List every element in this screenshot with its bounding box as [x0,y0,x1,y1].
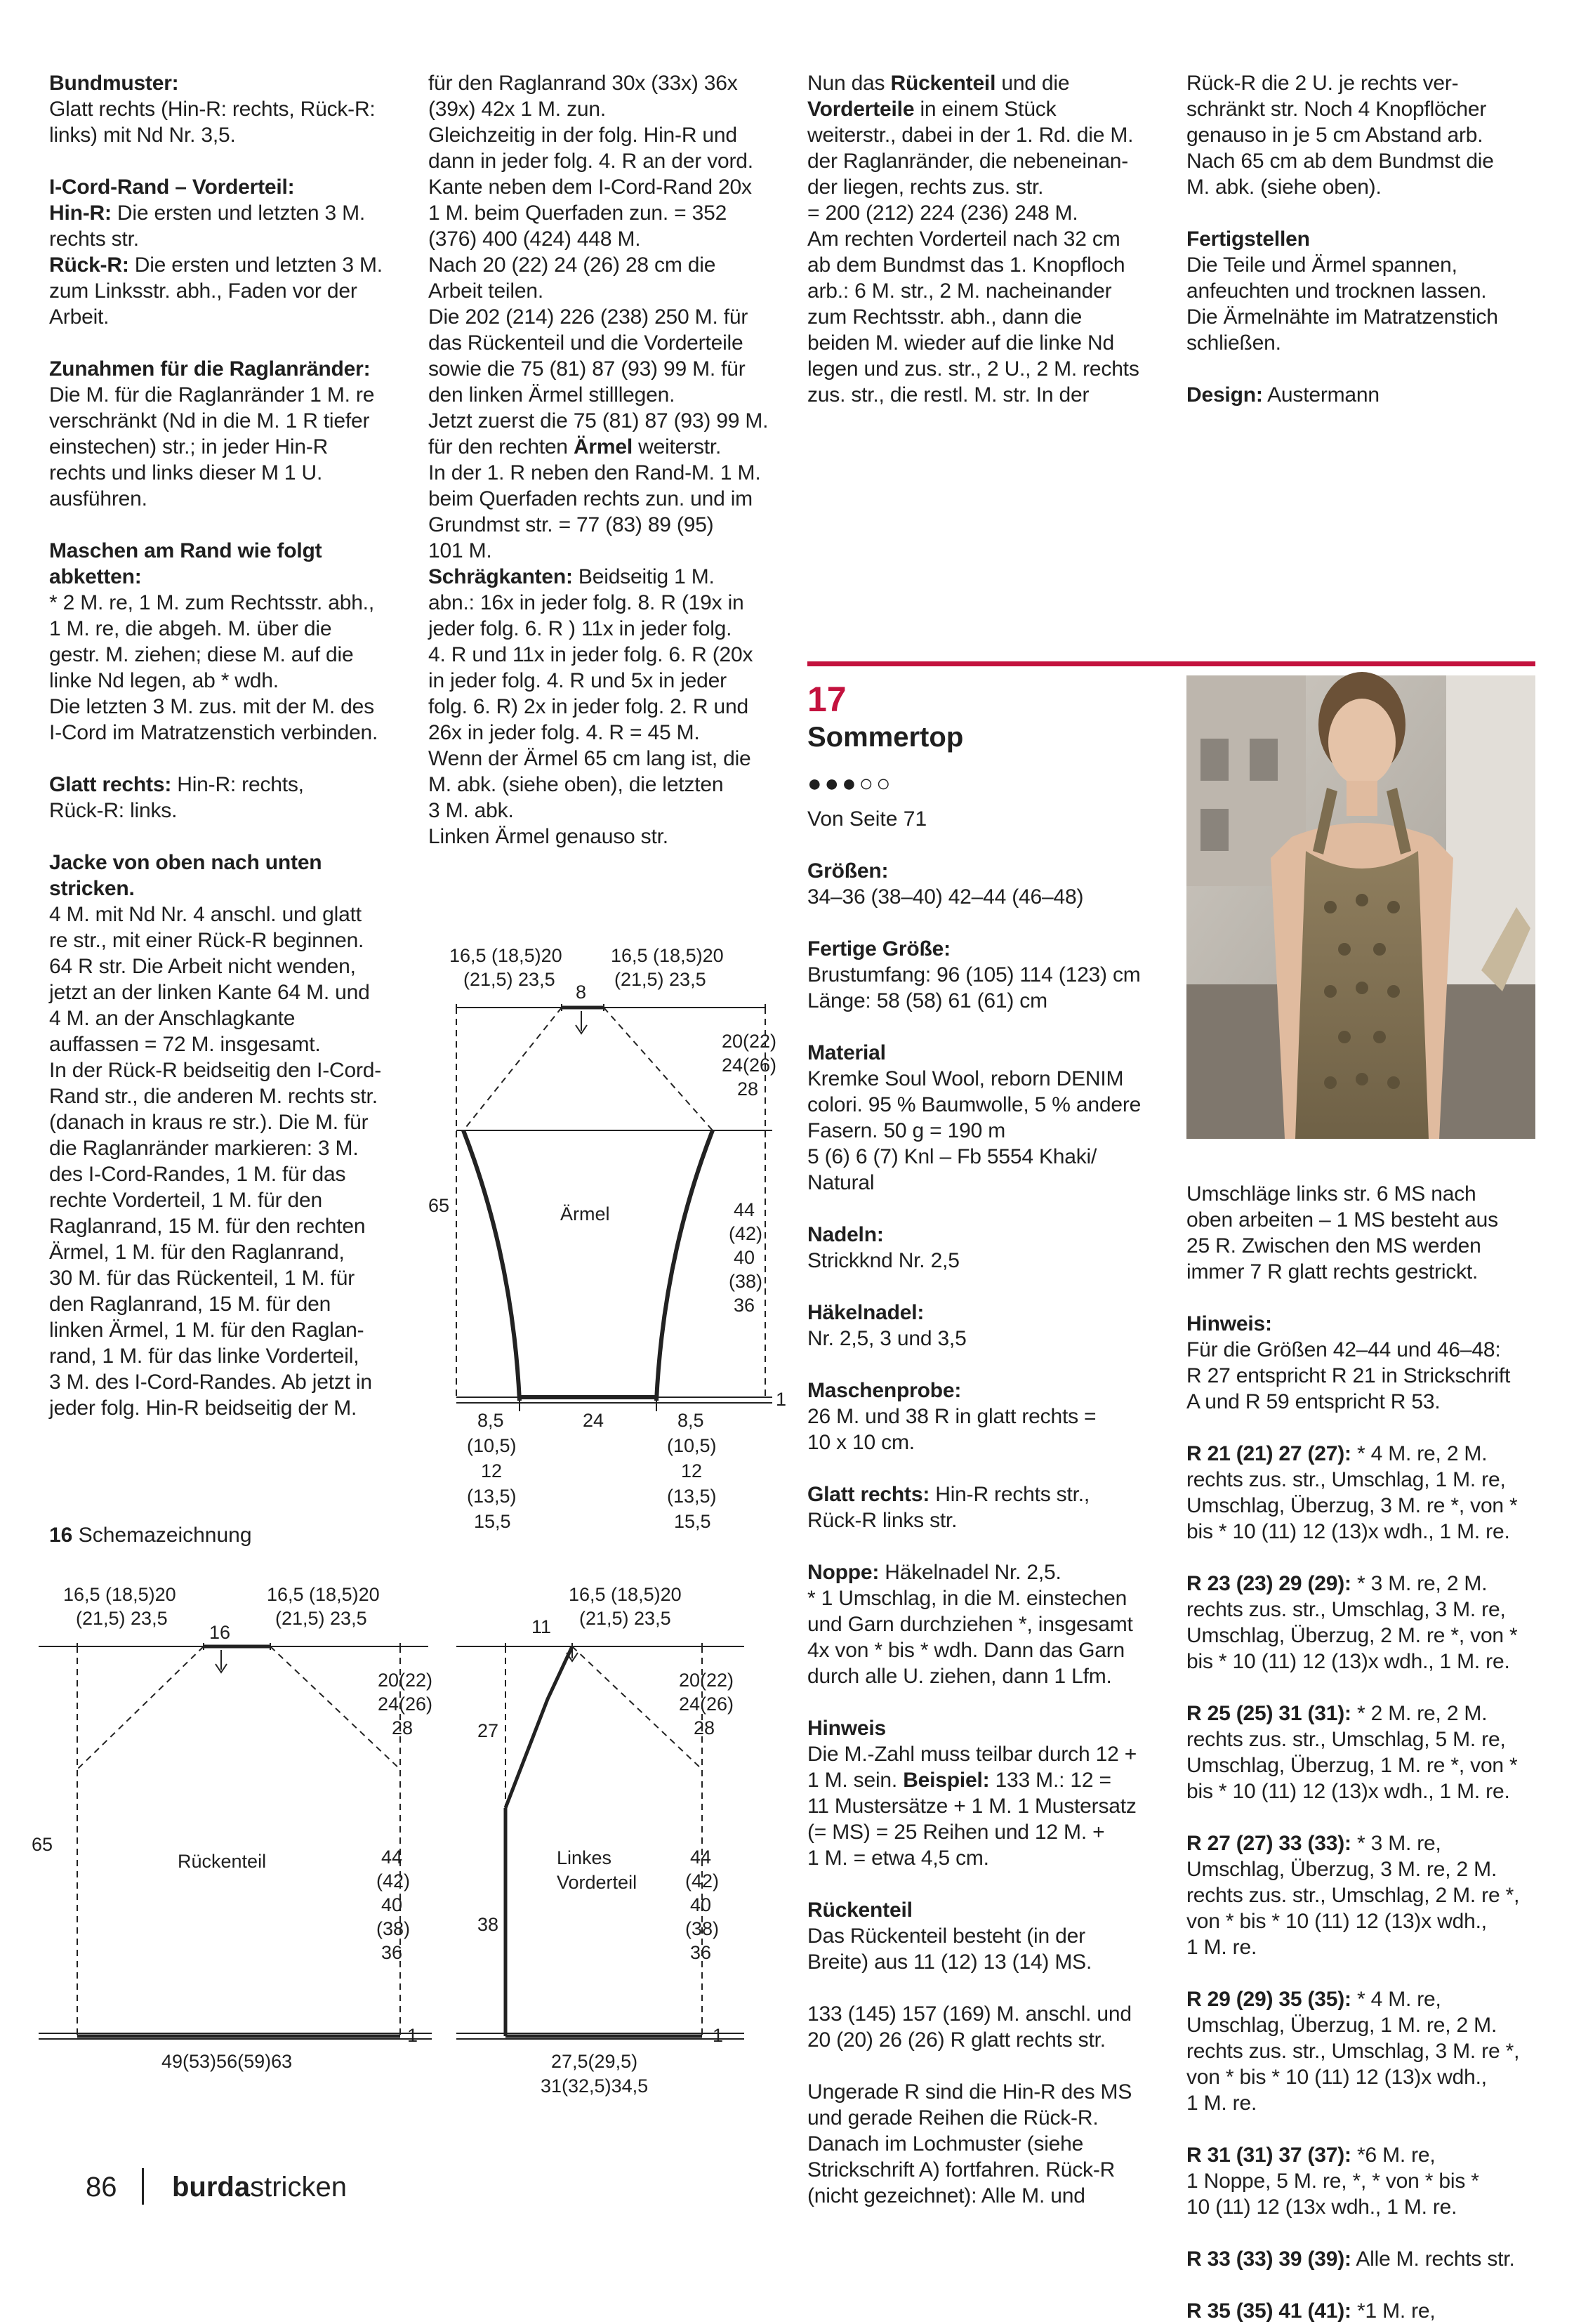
label-fertige-groesse: Fertige Größe: [807,937,951,960]
heading-fertigstellen: Fertigstellen [1186,227,1310,251]
pattern17-column-left [807,858,1158,2235]
back-dim-top-right-1: 16,5 (18,5)20 [267,1584,380,1605]
text-bundmuster: Glatt rechts (Hin-R: rechts, Rück-R: links) mit Nd Nr. 3,5. [49,98,376,147]
text-design: Austermann [1262,383,1380,407]
pattern17-column-right [1186,1181,1552,2324]
schema-text: Schemazeichnung [72,1524,252,1547]
front-dim-edge-1: 1 [713,2025,724,2046]
label-r31: R 31 (31) 37 (37): [1186,2144,1351,2167]
heading-abketten: Maschen am Rand wie folgt abketten: [49,539,322,588]
front-left-diagram [449,1580,751,2099]
piece-label-rueckenteil: Rückenteil [178,1851,267,1872]
text-column-3 [807,70,1158,434]
piece-label-vorderteil: Vorderteil [557,1872,637,1893]
label-material: Material [807,1041,886,1064]
heading-icord: I-Cord-Rand – Vorderteil: [49,176,295,199]
schema-caption [49,1524,252,1547]
label-hin-r: Hin-R: [49,202,112,225]
back-dim-top-left-2: (21,5) 23,5 [76,1608,168,1629]
text-umschlaege: Umschläge links str. 6 MS nach oben arbeiten – 1 MS besteht aus 25 R. Zwischen den MS werden immer 7 R glatt rechts gestrickt. [1186,1182,1498,1283]
front-dim-right-3: 28 [694,1717,715,1738]
dim-side-3: 40 [734,1247,755,1268]
label-groessen: Größen: [807,859,889,883]
label-r29: R 29 (29) 35 (35): [1186,1988,1351,2011]
heading-hinweis: Hinweis [807,1717,886,1740]
text-column-4 [1186,70,1552,434]
text-maschenprobe: 26 M. und 38 R in glatt rechts = 10 x 10 cm. [807,1405,1097,1454]
footer-divider [142,2168,144,2205]
text-jacke: 4 M. mit Nd Nr. 4 anschl. und glatt re str., mit einer Rück-R beginnen. 64 R str. Die Arbeit nicht wenden, jetzt an der linken Kante 64 M. und 4 M. an der Anschlagkante auffassen = 72 M. insgesamt. In der Rück-R beidseitig den I-Cord- Rand str., die anderen M. rechts str. (danach in kraus re str.). Die M. für die Raglanränder markieren: 3 M. des I-Cord-Randes, 1 M. für das rechte Vorderteil, 1 M. für den Raglanrand, 15 M. für den rechten Ärmel, 1 M. für den Raglanrand, 30 M. für das Rückenteil, 1 M. für den Raglanrand, 15 M. für den linken Ärmel, 1 M. für den Raglan- rand, 1 M. für das linke Vorderteil, 3 M. des I-Cord-Randes. Ab jetzt in jeder folg. Hin-R beidseitig der M. [49,903,382,1420]
dim-edge-1: 1 [776,1389,787,1410]
section-rule [807,661,1535,666]
back-dim-right-2: 24(26) [378,1694,433,1715]
text-hinweis-groessen: Für die Größen 42–44 und 46–48: R 27 entspricht R 21 in Strickschrift A und R 59 entspricht R 53. [1186,1338,1511,1413]
dim-bottom-r4: (13,5) [667,1486,717,1507]
front-dim-top-mid: 11 [531,1616,552,1637]
dim-top-right-2: (21,5) 23,5 [614,969,706,990]
text-r33: Alle M. rechts str. [1351,2247,1515,2271]
label-design: Design: [1186,383,1263,407]
back-dim-right-3: 28 [392,1717,414,1738]
back-dim-top-left-1: 16,5 (18,5)20 [63,1584,176,1605]
back-dim-top-mid: 16 [209,1622,231,1643]
heading-jacke: Jacke von oben nach unten stricken. [49,851,322,900]
text-material: Kremke Soul Wool, reborn DENIM colori. 95 % Baumwolle, 5 % andere Fasern. 50 g = 190 m 5 (6) 6 (7) Knl – Fb 5554 Khaki/ Natural [807,1067,1142,1194]
dim-side-1: 44 [734,1199,755,1220]
front-dim-side-5: 36 [690,1942,712,1963]
sleeve-diagram [414,941,787,1545]
text-fertige-groesse: Brustumfang: 96 (105) 114 (123) cm Länge: 58 (58) 61 (61) cm [807,963,1141,1012]
label-r25: R 25 (25) 31 (31): [1186,1702,1351,1725]
front-dim-side-3: 40 [690,1894,712,1915]
label-glatt-rechts: Glatt rechts: [49,773,172,796]
dim-bottom-mid: 24 [583,1410,604,1431]
back-diagram [28,1580,435,2085]
back-dim-edge-1: 1 [407,2025,418,2046]
heading-bundmuster: Bundmuster: [49,72,179,95]
heading-zunahmen: Zunahmen für die Raglanränder: [49,357,371,381]
text-fertigstellen: Die Teile und Ärmel spannen, anfeuchten und trocknen lassen. Die Ärmelnähte im Matratzenstich schließen. [1186,253,1498,355]
brand-bold: burda [172,2172,251,2203]
text-r29: * 4 M. re, Umschlag, Überzug, 1 M. re, 2 M. rechts zus. str., Umschlag, 3 M. re *, von * bis * 10 (11) 12 (13)x wdh., 1 M. re. [1186,1988,1520,2115]
text-nun: Nun das [807,72,891,95]
label-r35: R 35 (35) 41 (41): [1186,2299,1351,2323]
text-r25: * 2 M. re, 2 M. rechts zus. str., Umschlag, 5 M. re, Umschlag, Überzug, 1 M. re *, von * bis * 10 (11) 12 (13)x wdh., 1 M. re. [1186,1702,1518,1803]
front-dim-right-2: 24(26) [679,1694,734,1715]
text-anschlag: 133 (145) 157 (169) M. anschl. und 20 (20) 26 (26) R glatt rechts str. [807,2002,1132,2052]
dim-bottom-l1: 8,5 [477,1410,504,1431]
dim-bottom-l2: (10,5) [467,1435,517,1456]
front-dim-38: 38 [477,1914,499,1935]
label-noppe: Noppe: [807,1561,880,1584]
front-dim-right-1: 20(22) [679,1670,734,1691]
text-abketten: * 2 M. re, 1 M. zum Rechtsstr. abh., 1 M. re, die abgeh. M. über die gestr. M. ziehen; diese M. auf die linke Nd legen, ab * wdh. Die letzten 3 M. zus. mit der M. des I-Cord im Matratzenstich verbinden. [49,591,378,744]
dim-side-4: (38) [729,1271,763,1292]
dim-bottom-r2: (10,5) [667,1435,717,1456]
text-rueckenteil: Das Rückenteil besteht (in der Breite) aus 11 (12) 13 (14) MS. [807,1924,1092,1974]
text-raglan: für den Raglanrand 30x (33x) 36x (39x) 42x 1 M. zun. Gleichzeitig in der folg. Hin-R und dann in jeder folg. 4. R an der vord. Kante neben dem I-Cord-Rand 20x 1 M. beim Querfaden zun. = 352 (376) 400 (424) 448 M. Nach 20 (22) 24 (26) 28 cm die Arbeit teilen. Die 202 (214) 226 (238) 250 M. für das Rückenteil und die Vorderteile sowie die 75 (81) 87 (93) 99 M. für den linken Ärmel stilllegen. Jetzt zuerst die 75 (81) 87 (93) 99 M. für den rechten [428,72,769,458]
text-column-1 [49,70,400,1447]
text-nadeln: Strickknd Nr. 2,5 [807,1249,960,1272]
label-rueck-r: Rück-R: [49,253,129,277]
text-hinweis-1: Die M.-Zahl muss teilbar durch 12 + 1 M. sein. [807,1743,1137,1792]
text-glatt-rechts: Hin-R: rechts, Rück-R: links. [49,773,304,822]
text-hin-r: Die ersten und letzten 3 M. rechts str. [49,202,366,251]
page-number: 86 [86,2172,117,2203]
text-und-die: und die [1001,72,1070,95]
magazine-brand [172,2172,347,2203]
text-noppe: Häkelnadel Nr. 2,5. * 1 Umschlag, in die M. einstechen und Garn durchziehen *, insgesamt 4x von * bis * wdh. Dann das Garn durch alle U. ziehen, dann 1 Lfm. [807,1561,1133,1688]
label-schraegkanten: Schrägkanten: [428,565,573,588]
text-r27: * 3 M. re, Umschlag, Überzug, 3 M. re, 2 M. rechts zus. str., Umschlag, 2 M. re *, von * bis * 10 (11) 12 (13)x wdh., 1 M. re. [1186,1832,1520,1959]
dim-bottom-r1: 8,5 [677,1410,704,1431]
label-r33: R 33 (33) 39 (39): [1186,2247,1351,2271]
dim-right-3: 28 [737,1078,759,1100]
label-aermel: Ärmel [573,435,633,458]
schema-number: 16 [49,1524,73,1547]
text-schraegkanten: Beidseitig 1 M. abn.: 16x in jeder folg. 8. R (19x in jeder folg. 6. R ) 11x in jeder folg. 4. R und 11x in jeder folg. 6. R (20x in jeder folg. 4. R und 5x in jeder folg. 6. R) 2x in jeder folg. 2. R und 26x in jeder folg. 4. R = 45 M. Wenn der Ärmel 65 cm lang ist, die M. abk. (siehe oben), die letzten 3 M. abk. Linken Ärmel genauso str. [428,565,753,848]
brand-rest: stricken [250,2172,347,2203]
pattern-title: Sommertop [807,722,964,753]
piece-label-aermel: Ärmel [560,1203,610,1224]
dim-top-left-2: (21,5) 23,5 [463,969,555,990]
back-dim-side-2: (42) [376,1870,411,1891]
label-nadeln: Nadeln: [807,1223,884,1246]
label-vorderteile: Vorderteile [807,98,915,121]
text-hinweis-2: 133 M.: 12 = 11 Mustersätze + 1 M. 1 Mustersatz (= MS) = 25 Reihen und 12 M. + 1 M. = etwa 4,5 cm. [807,1769,1137,1870]
front-dim-side-4: (38) [685,1918,720,1939]
from-page: Von Seite 71 [807,807,927,831]
front-dim-27: 27 [477,1720,499,1741]
dim-right-2: 24(26) [722,1055,777,1076]
front-dim-bottom-1: 27,5(29,5) [551,2051,638,2072]
piece-label-linkes: Linkes [557,1847,612,1868]
text-r35: *1 M. re, [1351,2299,1436,2323]
text-r23: * 3 M. re, 2 M. rechts zus. str., Umschlag, 3 M. re, Umschlag, Überzug, 2 M. re *, von * bis * 10 (11) 12 (13)x wdh., 1 M. re. [1186,1572,1518,1673]
dim-top-left-1: 16,5 (18,5)20 [449,945,562,966]
model-photo [1186,675,1535,1139]
back-dim-side-5: 36 [381,1942,403,1963]
text-column-2 [428,70,779,876]
dim-top-mid: 8 [576,982,587,1003]
dim-bottom-l5: 15,5 [474,1511,511,1532]
heading-rueckenteil: Rückenteil [807,1899,913,1922]
label-r21: R 21 (21) 27 (27): [1186,1442,1351,1465]
dim-top-right-1: 16,5 (18,5)20 [611,945,724,966]
back-dim-length-65: 65 [32,1834,53,1855]
text-aermel: weiterstr. In der 1. R neben den Rand-M. 1 M. beim Querfaden rechts zun. und im Grundmst str. = 77 (83) 89 (95) 101 M. [428,435,761,562]
label-glatt-rechts-17: Glatt rechts: [807,1483,930,1506]
dim-bottom-r3: 12 [681,1460,703,1481]
back-dim-top-right-2: (21,5) 23,5 [275,1608,367,1629]
label-r27: R 27 (27) 33 (33): [1186,1832,1351,1855]
text-groessen: 34–36 (38–40) 42–44 (46–48) [807,885,1084,909]
label-maschenprobe: Maschenprobe: [807,1379,962,1402]
text-r21: * 4 M. re, 2 M. rechts zus. str., Umschlag, 1 M. re, Umschlag, Überzug, 3 M. re *, von * bis * 10 (11) 12 (13)x wdh., 1 M. re. [1186,1442,1518,1543]
label-r23: R 23 (23) 29 (29): [1186,1572,1351,1595]
back-dim-side-3: 40 [381,1894,403,1915]
label-rueckenteil: Rückenteil [890,72,996,95]
dim-side-5: 36 [734,1295,755,1316]
text-zunahmen: Die M. für die Raglanränder 1 M. re verschränkt (Nd in die M. 1 R tiefer einstechen) str.; in jeder Hin-R rechts und links dieser M 1 U. ausführen. [49,383,375,510]
front-dim-side-1: 44 [690,1847,712,1868]
label-beispiel: Beispiel: [903,1769,990,1792]
text-r31: *6 M. re, 1 Noppe, 5 M. re, *, * von * bis * 10 (11) 12 (13x wdh., 1 M. re. [1186,2144,1479,2219]
back-dim-side-1: 44 [381,1847,403,1868]
dim-length-65: 65 [428,1195,450,1216]
label-haekelnadel: Häkelnadel: [807,1301,925,1324]
front-dim-side-2: (42) [685,1870,720,1891]
difficulty-rating: ●●●○○ [807,770,894,797]
dim-bottom-l3: 12 [481,1460,503,1481]
dim-side-2: (42) [729,1223,763,1244]
label-hinweis-2: Hinweis: [1186,1312,1272,1335]
front-dim-bottom-2: 31(32,5)34,5 [541,2075,649,2097]
text-glatt-rechts-17: Hin-R rechts str., Rück-R links str. [807,1483,1090,1532]
text-weiterstr: in einem Stück weiterstr., dabei in der 1. Rd. die M. der Raglanränder, die nebeneinan- der liegen, rechts zus. str. = 200 (212) 224 (236) 248 M. Am rechten Vorderteil nach 32 cm ab dem Bundmst das 1. Knopfloch arb.: 6 M. str., 2 M. nacheinander zum Rechtsstr. abh., dann die beiden M. wieder auf die linke Nd legen und zus. str., 2 U., 2 M. rechts zus. str., die restl. M. str. In der [807,98,1139,407]
dim-right-1: 20(22) [722,1031,777,1052]
pattern-number: 17 [807,680,847,719]
text-haekelnadel: Nr. 2,5, 3 und 3,5 [807,1327,967,1350]
text-knopfloecher: Rück-R die 2 U. je rechts ver- schränkt str. Noch 4 Knopflöcher genauso in je 5 cm Abstand arb. Nach 65 cm ab dem Bundmst die M. abk. (siehe oben). [1186,72,1494,199]
front-dim-top-right-1: 16,5 (18,5)20 [569,1584,682,1605]
dim-bottom-r5: 15,5 [674,1511,711,1532]
front-dim-top-right-2: (21,5) 23,5 [579,1608,671,1629]
back-dim-side-4: (38) [376,1918,411,1939]
back-dim-bottom: 49(53)56(59)63 [161,2051,293,2072]
dim-bottom-l4: (13,5) [467,1486,517,1507]
text-ungerade: Ungerade R sind die Hin-R des MS und gerade Reihen die Rück-R. Danach im Lochmuster (siehe Strickschrift A) fortfahren. Rück-R (nicht gezeichnet): Alle M. und [807,2080,1132,2207]
back-dim-right-1: 20(22) [378,1670,433,1691]
text-rueck-r: Die ersten und letzten 3 M. zum Linksstr. abh., Faden vor der Arbeit. [49,253,383,329]
